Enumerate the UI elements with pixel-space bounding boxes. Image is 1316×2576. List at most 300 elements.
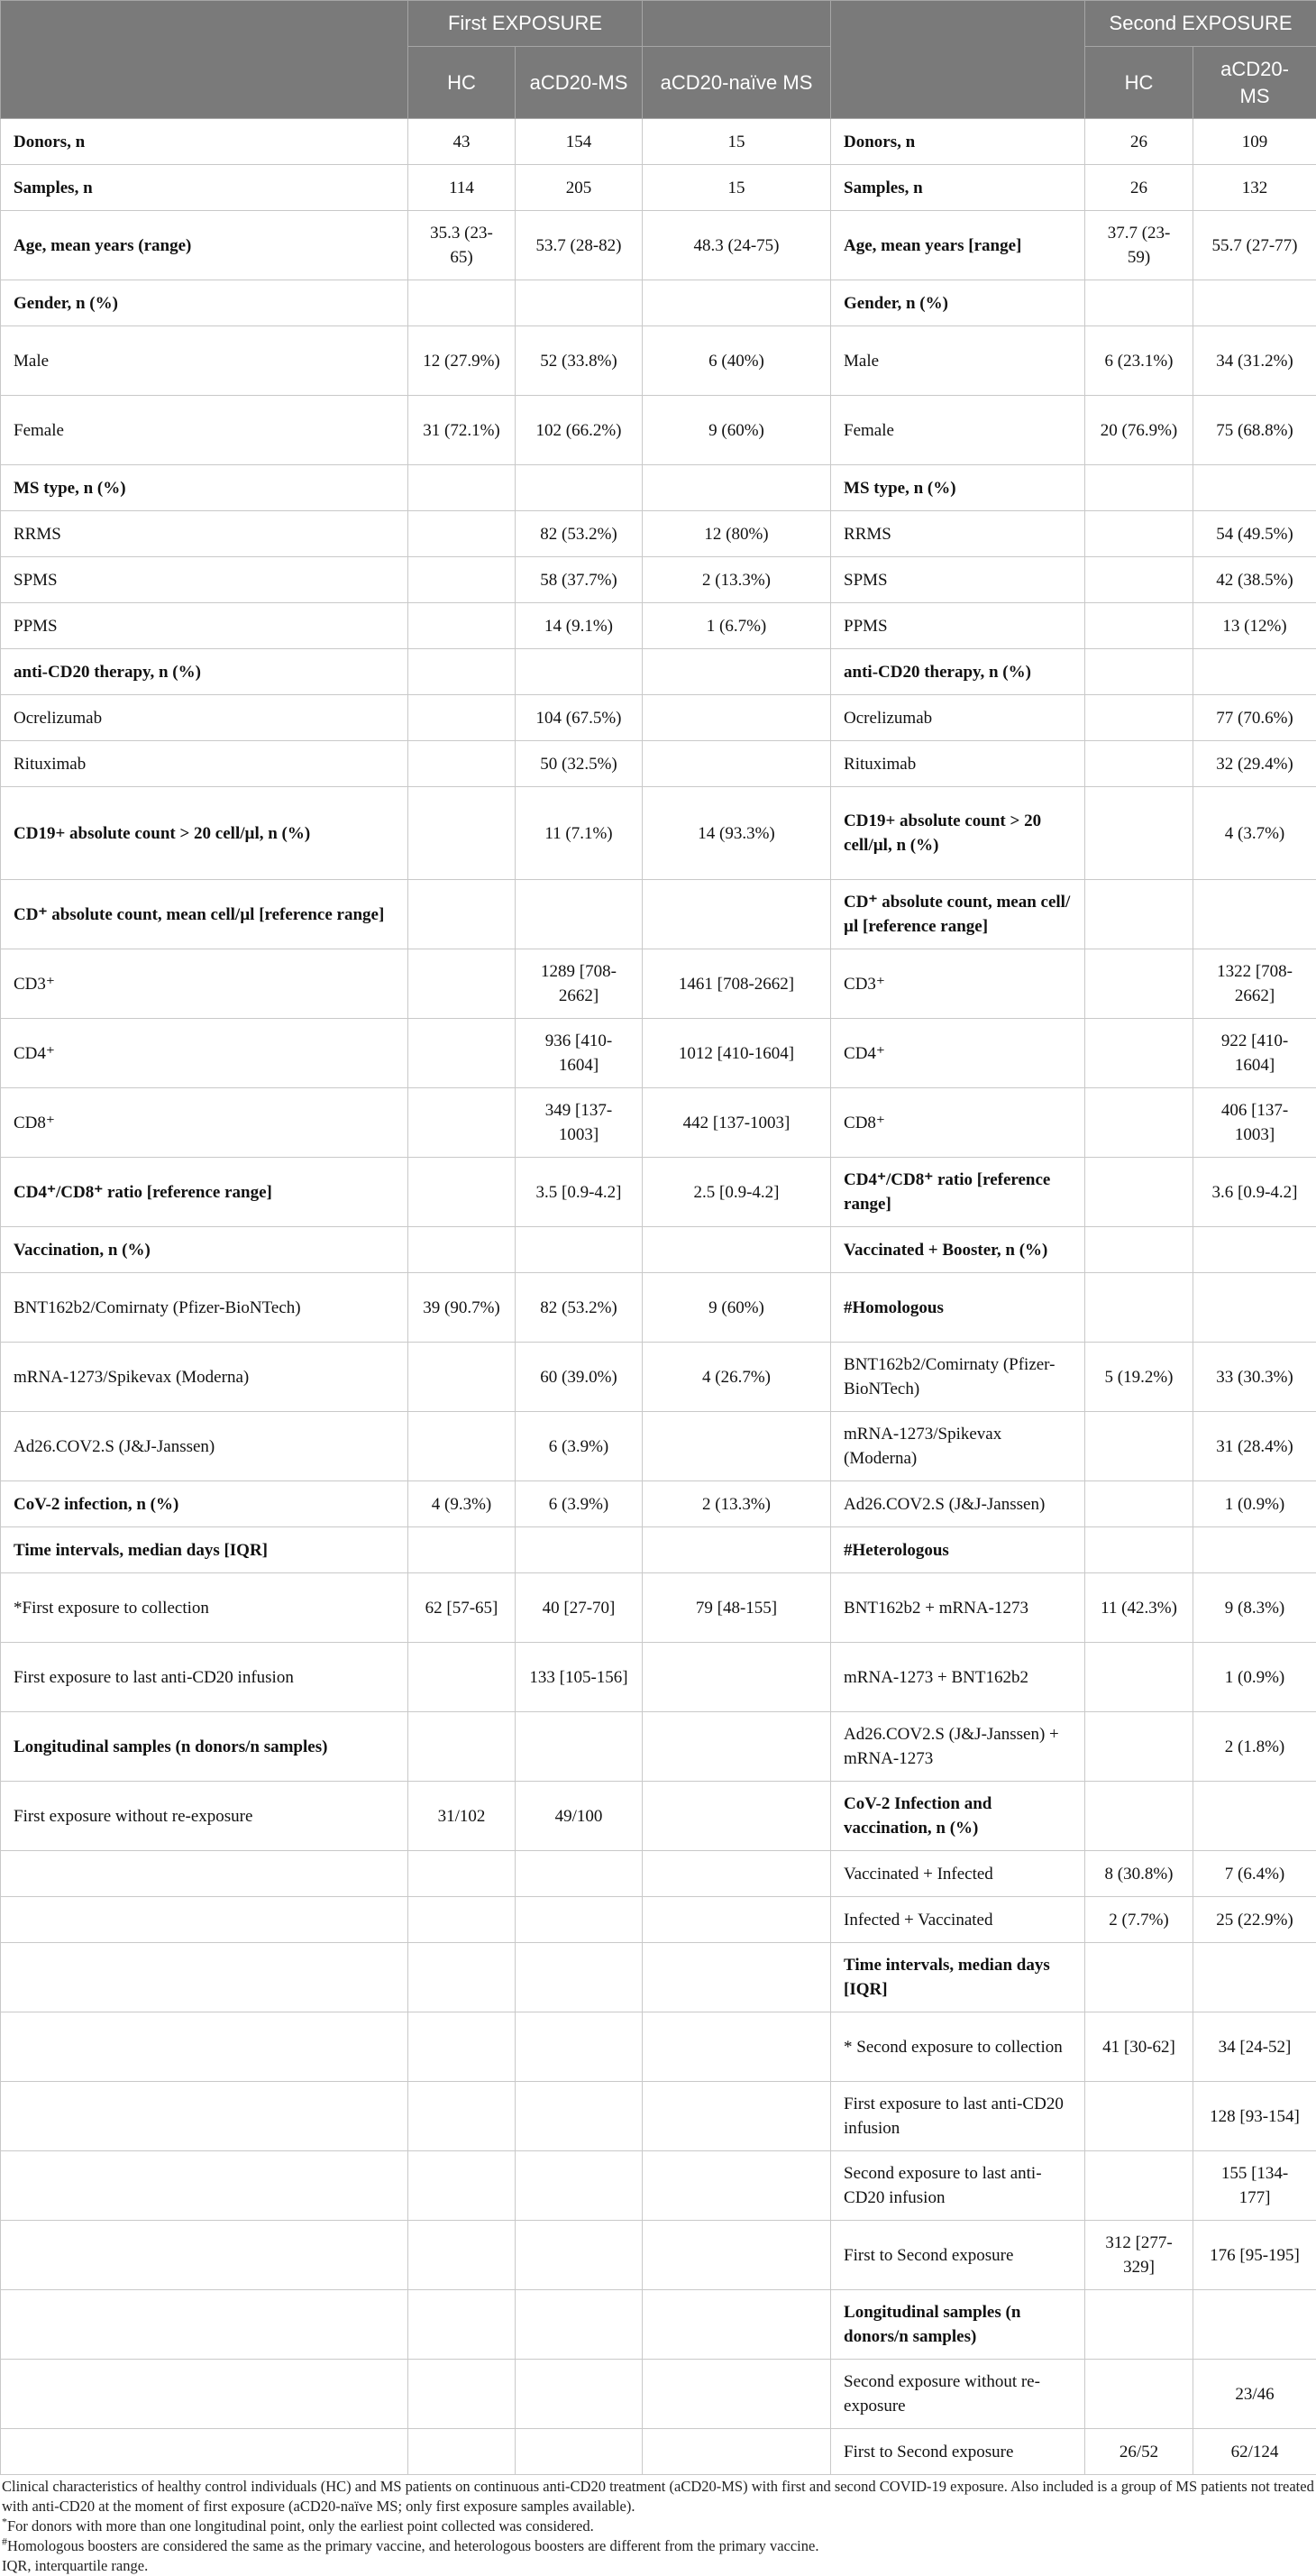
cell-acd20-ms-first: 40 [27-70]: [516, 1573, 643, 1643]
table-row: [1, 1412, 1316, 1481]
table-row: [1, 787, 1316, 880]
row-label-first: Age, mean years (range): [1, 211, 408, 280]
cell-acd20-naive-ms: [643, 1412, 831, 1481]
cell-acd20-ms-first: [516, 1943, 643, 2012]
cell-hc-first: [408, 1712, 516, 1782]
row-label-first: Gender, n (%): [1, 280, 408, 326]
cell-hc-first: [408, 1019, 516, 1088]
cell-acd20-ms-first: 53.7 (28-82): [516, 211, 643, 280]
cell-acd20-ms-second: [1193, 465, 1316, 511]
footnote-asterisk: *For donors with more than one longitudinal point, only the earliest point collected was considered.: [2, 2516, 1314, 2536]
row-label-first: SPMS: [1, 557, 408, 603]
cell-acd20-ms-first: 133 [105-156]: [516, 1643, 643, 1712]
cell-hc-first: 62 [57-65]: [408, 1573, 516, 1643]
cell-hc-first: [408, 1158, 516, 1227]
cell-hc-second: [1085, 2290, 1193, 2360]
cell-acd20-ms-first: [516, 2221, 643, 2290]
cell-acd20-naive-ms: [643, 880, 831, 949]
cell-acd20-ms-first: 82 (53.2%): [516, 511, 643, 557]
row-label-first: [1, 2082, 408, 2151]
cell-acd20-naive-ms: 2.5 [0.9-4.2]: [643, 1158, 831, 1227]
table-row: [1, 2151, 1316, 2221]
cell-acd20-naive-ms: 6 (40%): [643, 326, 831, 396]
table-row: [1, 1343, 1316, 1412]
row-label-first: Female: [1, 396, 408, 465]
cell-hc-second: 20 (76.9%): [1085, 396, 1193, 465]
cell-acd20-naive-ms: [643, 1227, 831, 1273]
table-row: [1, 741, 1316, 787]
table-row: [1, 2429, 1316, 2475]
cell-hc-second: 6 (23.1%): [1085, 326, 1193, 396]
cell-acd20-naive-ms: 1461 [708-2662]: [643, 949, 831, 1019]
row-label-first: CD⁺ absolute count, mean cell/µl [reference range]: [1, 880, 408, 949]
cell-acd20-ms-second: 32 (29.4%): [1193, 741, 1316, 787]
cell-acd20-ms-second: 55.7 (27-77): [1193, 211, 1316, 280]
cell-acd20-ms-second: 7 (6.4%): [1193, 1851, 1316, 1897]
row-label-first: Samples, n: [1, 165, 408, 211]
cell-acd20-ms-second: [1193, 1227, 1316, 1273]
cell-acd20-ms-second: [1193, 1943, 1316, 2012]
cell-hc-second: [1085, 1412, 1193, 1481]
cell-hc-first: 39 (90.7%): [408, 1273, 516, 1343]
cell-acd20-ms-second: 25 (22.9%): [1193, 1897, 1316, 1943]
cell-hc-first: [408, 511, 516, 557]
cell-acd20-ms-first: [516, 2360, 643, 2429]
cell-acd20-naive-ms: [643, 465, 831, 511]
table-row: [1, 1643, 1316, 1712]
cell-hc-first: [408, 603, 516, 649]
row-label-second: PPMS: [831, 603, 1085, 649]
cell-hc-second: [1085, 1481, 1193, 1527]
row-label-second: Time intervals, median days [IQR]: [831, 1943, 1085, 2012]
cell-acd20-ms-first: 6 (3.9%): [516, 1481, 643, 1527]
cell-hc-second: 2 (7.7%): [1085, 1897, 1193, 1943]
row-label-second: Vaccinated + Infected: [831, 1851, 1085, 1897]
cell-hc-second: [1085, 949, 1193, 1019]
row-label-second: RRMS: [831, 511, 1085, 557]
row-label-first: First exposure without re-exposure: [1, 1782, 408, 1851]
row-label-first: *First exposure to collection: [1, 1573, 408, 1643]
cell-acd20-ms-first: 154: [516, 119, 643, 165]
row-label-second: Donors, n: [831, 119, 1085, 165]
table-row: [1, 649, 1316, 695]
footnote-caption: Clinical characteristics of healthy control individuals (HC) and MS patients on continuous anti-CD20 treatment (aCD20-MS) with first and second COVID-19 exposure. Also included is a group of MS patients not treated with anti-CD20 at the moment of first exposure (aCD20-naïve MS; only first exposure samples available).: [2, 2477, 1314, 2516]
cell-hc-first: [408, 787, 516, 880]
cell-acd20-ms-second: 42 (38.5%): [1193, 557, 1316, 603]
cell-acd20-ms-first: [516, 2082, 643, 2151]
cell-hc-first: [408, 1643, 516, 1712]
table-row: [1, 119, 1316, 165]
cell-hc-second: [1085, 880, 1193, 949]
table-row: [1, 1273, 1316, 1343]
cell-hc-first: 43: [408, 119, 516, 165]
cell-acd20-naive-ms: 9 (60%): [643, 1273, 831, 1343]
cell-acd20-ms-first: 104 (67.5%): [516, 695, 643, 741]
row-label-first: [1, 1943, 408, 2012]
row-label-second: BNT162b2 + mRNA-1273: [831, 1573, 1085, 1643]
cell-acd20-naive-ms: 9 (60%): [643, 396, 831, 465]
cell-acd20-naive-ms: [643, 2360, 831, 2429]
cell-acd20-ms-first: [516, 465, 643, 511]
row-label-first: Ad26.COV2.S (J&J-Janssen): [1, 1412, 408, 1481]
cell-acd20-naive-ms: [643, 695, 831, 741]
row-label-first: [1, 2221, 408, 2290]
cell-acd20-ms-second: 1322 [708-2662]: [1193, 949, 1316, 1019]
cell-hc-second: [1085, 1782, 1193, 1851]
table-row: [1, 2290, 1316, 2360]
row-label-second: CD19+ absolute count > 20 cell/µl, n (%): [831, 787, 1085, 880]
header-blank-naive: [643, 1, 831, 47]
cell-hc-second: [1085, 280, 1193, 326]
cell-acd20-naive-ms: [643, 2290, 831, 2360]
row-label-first: CD3⁺: [1, 949, 408, 1019]
cell-acd20-ms-first: [516, 280, 643, 326]
cell-acd20-ms-first: 58 (37.7%): [516, 557, 643, 603]
cell-acd20-ms-first: 349 [137-1003]: [516, 1088, 643, 1158]
cell-acd20-ms-first: 50 (32.5%): [516, 741, 643, 787]
row-label-second: Vaccinated + Booster, n (%): [831, 1227, 1085, 1273]
cell-acd20-ms-second: 34 [24-52]: [1193, 2012, 1316, 2082]
cell-acd20-ms-second: 62/124: [1193, 2429, 1316, 2475]
cell-hc-first: 31/102: [408, 1782, 516, 1851]
cell-acd20-ms-first: [516, 1712, 643, 1782]
cell-hc-first: [408, 741, 516, 787]
row-label-second: CoV-2 Infection and vaccination, n (%): [831, 1782, 1085, 1851]
cell-acd20-ms-second: [1193, 280, 1316, 326]
row-label-first: [1, 1897, 408, 1943]
header-second-exposure: Second EXPOSURE: [1085, 1, 1316, 47]
cell-acd20-ms-first: 52 (33.8%): [516, 326, 643, 396]
cell-hc-first: [408, 1943, 516, 2012]
header-acd20-naive-ms: aCD20-naïve MS: [643, 47, 831, 119]
cell-acd20-ms-second: 155 [134-177]: [1193, 2151, 1316, 2221]
row-label-second: Male: [831, 326, 1085, 396]
cell-acd20-naive-ms: 2 (13.3%): [643, 1481, 831, 1527]
row-label-second: #Homologous: [831, 1273, 1085, 1343]
header-blank-right: [831, 1, 1085, 119]
cell-acd20-naive-ms: [643, 2221, 831, 2290]
cell-acd20-ms-second: [1193, 649, 1316, 695]
row-label-second: CD8⁺: [831, 1088, 1085, 1158]
cell-hc-second: [1085, 465, 1193, 511]
cell-acd20-ms-first: 102 (66.2%): [516, 396, 643, 465]
table-row: [1, 880, 1316, 949]
header-acd20-ms-second: aCD20-MS: [1193, 47, 1316, 119]
cell-acd20-naive-ms: [643, 2151, 831, 2221]
cell-hc-second: 11 (42.3%): [1085, 1573, 1193, 1643]
cell-acd20-naive-ms: [643, 1943, 831, 2012]
cell-hc-first: [408, 2290, 516, 2360]
table-row: [1, 1158, 1316, 1227]
cell-hc-second: [1085, 1643, 1193, 1712]
row-label-first: CD4⁺: [1, 1019, 408, 1088]
row-label-second: CD4⁺/CD8⁺ ratio [reference range]: [831, 1158, 1085, 1227]
cell-hc-second: [1085, 1227, 1193, 1273]
header-first-exposure: First EXPOSURE: [408, 1, 643, 47]
table-row: [1, 1481, 1316, 1527]
table-row: [1, 1851, 1316, 1897]
table-row: [1, 603, 1316, 649]
cell-acd20-ms-second: 1 (0.9%): [1193, 1643, 1316, 1712]
footnote-hash-text: Homologous boosters are considered the same as the primary vaccine, and heterologous boosters are different from the primary vaccine.: [7, 2537, 818, 2554]
cell-hc-first: [408, 2012, 516, 2082]
cell-acd20-ms-first: 49/100: [516, 1782, 643, 1851]
cell-hc-first: [408, 557, 516, 603]
row-label-first: [1, 2151, 408, 2221]
cell-hc-second: [1085, 2360, 1193, 2429]
cell-hc-second: 8 (30.8%): [1085, 1851, 1193, 1897]
cell-acd20-ms-second: [1193, 2290, 1316, 2360]
row-label-first: [1, 2012, 408, 2082]
cell-hc-first: 4 (9.3%): [408, 1481, 516, 1527]
header-hc-second: HC: [1085, 47, 1193, 119]
cell-acd20-naive-ms: [643, 1897, 831, 1943]
cell-hc-first: [408, 2082, 516, 2151]
cell-acd20-ms-second: 33 (30.3%): [1193, 1343, 1316, 1412]
cell-acd20-ms-second: 75 (68.8%): [1193, 396, 1316, 465]
cell-acd20-naive-ms: 15: [643, 119, 831, 165]
cell-hc-second: 5 (19.2%): [1085, 1343, 1193, 1412]
row-label-first: BNT162b2/Comirnaty (Pfizer-BioNTech): [1, 1273, 408, 1343]
cell-acd20-naive-ms: 442 [137-1003]: [643, 1088, 831, 1158]
row-label-second: Samples, n: [831, 165, 1085, 211]
row-label-first: Donors, n: [1, 119, 408, 165]
row-label-first: CoV-2 infection, n (%): [1, 1481, 408, 1527]
row-label-second: Gender, n (%): [831, 280, 1085, 326]
cell-hc-first: [408, 695, 516, 741]
footnote-iqr: IQR, interquartile range.: [2, 2556, 1314, 2576]
table-row: [1, 1943, 1316, 2012]
row-label-second: CD4⁺: [831, 1019, 1085, 1088]
cell-hc-first: [408, 465, 516, 511]
cell-acd20-naive-ms: [643, 649, 831, 695]
table-row: [1, 2360, 1316, 2429]
cell-acd20-naive-ms: [643, 1643, 831, 1712]
row-label-second: mRNA-1273/Spikevax (Moderna): [831, 1412, 1085, 1481]
row-label-second: Ad26.COV2.S (J&J-Janssen): [831, 1481, 1085, 1527]
cell-hc-first: [408, 1897, 516, 1943]
cell-acd20-ms-second: 4 (3.7%): [1193, 787, 1316, 880]
row-label-first: Ocrelizumab: [1, 695, 408, 741]
table-row: [1, 465, 1316, 511]
header-row-groups: [1, 1, 1316, 47]
cell-hc-second: [1085, 1088, 1193, 1158]
row-label-second: Ad26.COV2.S (J&J-Janssen) + mRNA-1273: [831, 1712, 1085, 1782]
cell-acd20-ms-first: 82 (53.2%): [516, 1273, 643, 1343]
row-label-first: anti-CD20 therapy, n (%): [1, 649, 408, 695]
cell-acd20-ms-first: [516, 649, 643, 695]
cell-acd20-ms-first: [516, 2290, 643, 2360]
cell-acd20-naive-ms: 12 (80%): [643, 511, 831, 557]
cell-hc-first: 114: [408, 165, 516, 211]
cell-acd20-ms-second: 109: [1193, 119, 1316, 165]
cell-hc-second: 41 [30-62]: [1085, 2012, 1193, 2082]
cell-acd20-ms-first: 11 (7.1%): [516, 787, 643, 880]
cell-hc-first: [408, 2429, 516, 2475]
cell-acd20-naive-ms: [643, 2082, 831, 2151]
cell-hc-second: [1085, 1273, 1193, 1343]
cell-hc-second: [1085, 1527, 1193, 1573]
cell-acd20-ms-second: 31 (28.4%): [1193, 1412, 1316, 1481]
footnote-asterisk-text: For donors with more than one longitudinal point, only the earliest point collected was considered.: [7, 2517, 594, 2535]
table-row: [1, 1897, 1316, 1943]
cell-hc-first: [408, 1088, 516, 1158]
cell-acd20-naive-ms: [643, 1782, 831, 1851]
row-label-second: anti-CD20 therapy, n (%): [831, 649, 1085, 695]
header-hc-first: HC: [408, 47, 516, 119]
cell-hc-first: [408, 2221, 516, 2290]
cell-acd20-ms-second: 13 (12%): [1193, 603, 1316, 649]
row-label-second: * Second exposure to collection: [831, 2012, 1085, 2082]
cell-acd20-ms-first: [516, 1527, 643, 1573]
cell-acd20-ms-first: [516, 880, 643, 949]
cell-acd20-naive-ms: 4 (26.7%): [643, 1343, 831, 1412]
cell-acd20-ms-first: 205: [516, 165, 643, 211]
cell-hc-first: [408, 649, 516, 695]
cell-acd20-ms-second: 922 [410-1604]: [1193, 1019, 1316, 1088]
cell-acd20-ms-second: [1193, 1527, 1316, 1573]
table-row: [1, 211, 1316, 280]
cell-acd20-naive-ms: 14 (93.3%): [643, 787, 831, 880]
cell-hc-second: 26: [1085, 119, 1193, 165]
cell-acd20-ms-first: 1289 [708-2662]: [516, 949, 643, 1019]
cell-hc-second: [1085, 741, 1193, 787]
cell-acd20-naive-ms: 1012 [410-1604]: [643, 1019, 831, 1088]
cell-acd20-ms-second: 3.6 [0.9-4.2]: [1193, 1158, 1316, 1227]
row-label-first: CD8⁺: [1, 1088, 408, 1158]
row-label-second: Longitudinal samples (n donors/n samples): [831, 2290, 1085, 2360]
row-label-second: Second exposure to last anti-CD20 infusion: [831, 2151, 1085, 2221]
header-acd20-ms-first: aCD20-MS: [516, 47, 643, 119]
table-row: [1, 2012, 1316, 2082]
cell-hc-second: [1085, 603, 1193, 649]
cell-hc-second: 26: [1085, 165, 1193, 211]
row-label-first: RRMS: [1, 511, 408, 557]
footnote-hash: #Homologous boosters are considered the same as the primary vaccine, and heterologous boosters are different from the primary vaccine.: [2, 2536, 1314, 2556]
cell-acd20-ms-second: 9 (8.3%): [1193, 1573, 1316, 1643]
cell-hc-second: [1085, 649, 1193, 695]
row-label-first: Time intervals, median days [IQR]: [1, 1527, 408, 1573]
cell-acd20-ms-first: 3.5 [0.9-4.2]: [516, 1158, 643, 1227]
row-label-second: First to Second exposure: [831, 2429, 1085, 2475]
row-label-first: [1, 2360, 408, 2429]
row-label-first: Vaccination, n (%): [1, 1227, 408, 1273]
cell-acd20-naive-ms: [643, 280, 831, 326]
table-row: [1, 1573, 1316, 1643]
cell-acd20-ms-second: 23/46: [1193, 2360, 1316, 2429]
cell-acd20-ms-second: 132: [1193, 165, 1316, 211]
header-blank-left: [1, 1, 408, 119]
cell-acd20-naive-ms: 79 [48-155]: [643, 1573, 831, 1643]
cell-acd20-ms-first: 14 (9.1%): [516, 603, 643, 649]
cell-hc-second: 26/52: [1085, 2429, 1193, 2475]
cell-acd20-ms-second: 54 (49.5%): [1193, 511, 1316, 557]
cell-hc-first: [408, 949, 516, 1019]
cell-acd20-ms-second: 406 [137-1003]: [1193, 1088, 1316, 1158]
table-row: [1, 165, 1316, 211]
row-label-first: CD19+ absolute count > 20 cell/µl, n (%): [1, 787, 408, 880]
table-row: [1, 326, 1316, 396]
table-row: [1, 511, 1316, 557]
cell-hc-second: [1085, 2151, 1193, 2221]
cell-acd20-ms-first: [516, 2151, 643, 2221]
row-label-first: [1, 1851, 408, 1897]
cell-acd20-ms-second: [1193, 880, 1316, 949]
cell-acd20-naive-ms: [643, 1527, 831, 1573]
cell-acd20-naive-ms: 15: [643, 165, 831, 211]
table-row: [1, 557, 1316, 603]
table-row: [1, 695, 1316, 741]
cell-hc-first: 31 (72.1%): [408, 396, 516, 465]
row-label-second: Age, mean years [range]: [831, 211, 1085, 280]
row-label-first: PPMS: [1, 603, 408, 649]
row-label-first: [1, 2429, 408, 2475]
cell-hc-first: [408, 880, 516, 949]
cell-acd20-naive-ms: [643, 2429, 831, 2475]
cell-acd20-ms-second: 128 [93-154]: [1193, 2082, 1316, 2151]
row-label-second: Ocrelizumab: [831, 695, 1085, 741]
cell-hc-second: [1085, 695, 1193, 741]
row-label-first: Rituximab: [1, 741, 408, 787]
cell-acd20-naive-ms: 48.3 (24-75): [643, 211, 831, 280]
row-label-first: mRNA-1273/Spikevax (Moderna): [1, 1343, 408, 1412]
row-label-second: SPMS: [831, 557, 1085, 603]
cell-acd20-naive-ms: [643, 1712, 831, 1782]
cell-hc-first: 12 (27.9%): [408, 326, 516, 396]
table-row: [1, 1712, 1316, 1782]
cell-hc-second: [1085, 1943, 1193, 2012]
cell-hc-second: [1085, 787, 1193, 880]
cell-acd20-ms-first: 60 (39.0%): [516, 1343, 643, 1412]
cell-acd20-ms-second: [1193, 1273, 1316, 1343]
table-row: [1, 949, 1316, 1019]
cell-hc-first: [408, 1527, 516, 1573]
cell-hc-second: [1085, 557, 1193, 603]
cell-acd20-ms-first: 936 [410-1604]: [516, 1019, 643, 1088]
cell-hc-second: [1085, 511, 1193, 557]
cell-acd20-naive-ms: 1 (6.7%): [643, 603, 831, 649]
cell-acd20-ms-first: [516, 2429, 643, 2475]
row-label-second: mRNA-1273 + BNT162b2: [831, 1643, 1085, 1712]
row-label-first: Male: [1, 326, 408, 396]
cell-acd20-ms-first: [516, 1897, 643, 1943]
cell-hc-first: [408, 1412, 516, 1481]
cell-acd20-ms-second: 1 (0.9%): [1193, 1481, 1316, 1527]
row-label-second: First exposure to last anti-CD20 infusion: [831, 2082, 1085, 2151]
cell-hc-first: [408, 1227, 516, 1273]
cell-acd20-ms-first: [516, 2012, 643, 2082]
row-label-second: BNT162b2/Comirnaty (Pfizer-BioNTech): [831, 1343, 1085, 1412]
table-row: [1, 1227, 1316, 1273]
cell-acd20-naive-ms: 2 (13.3%): [643, 557, 831, 603]
table-row: [1, 396, 1316, 465]
row-label-first: CD4⁺/CD8⁺ ratio [reference range]: [1, 1158, 408, 1227]
table-row: [1, 1527, 1316, 1573]
table-footnotes: [0, 2475, 1316, 2576]
cell-hc-second: [1085, 1158, 1193, 1227]
row-label-first: [1, 2290, 408, 2360]
cell-hc-first: [408, 1851, 516, 1897]
row-label-first: Longitudinal samples (n donors/n samples): [1, 1712, 408, 1782]
cell-acd20-ms-first: 6 (3.9%): [516, 1412, 643, 1481]
table-row: [1, 280, 1316, 326]
cell-acd20-ms-second: 176 [95-195]: [1193, 2221, 1316, 2290]
cell-hc-first: [408, 1343, 516, 1412]
cell-acd20-ms-first: [516, 1851, 643, 1897]
row-label-first: MS type, n (%): [1, 465, 408, 511]
cell-acd20-ms-second: 34 (31.2%): [1193, 326, 1316, 396]
row-label-second: Female: [831, 396, 1085, 465]
